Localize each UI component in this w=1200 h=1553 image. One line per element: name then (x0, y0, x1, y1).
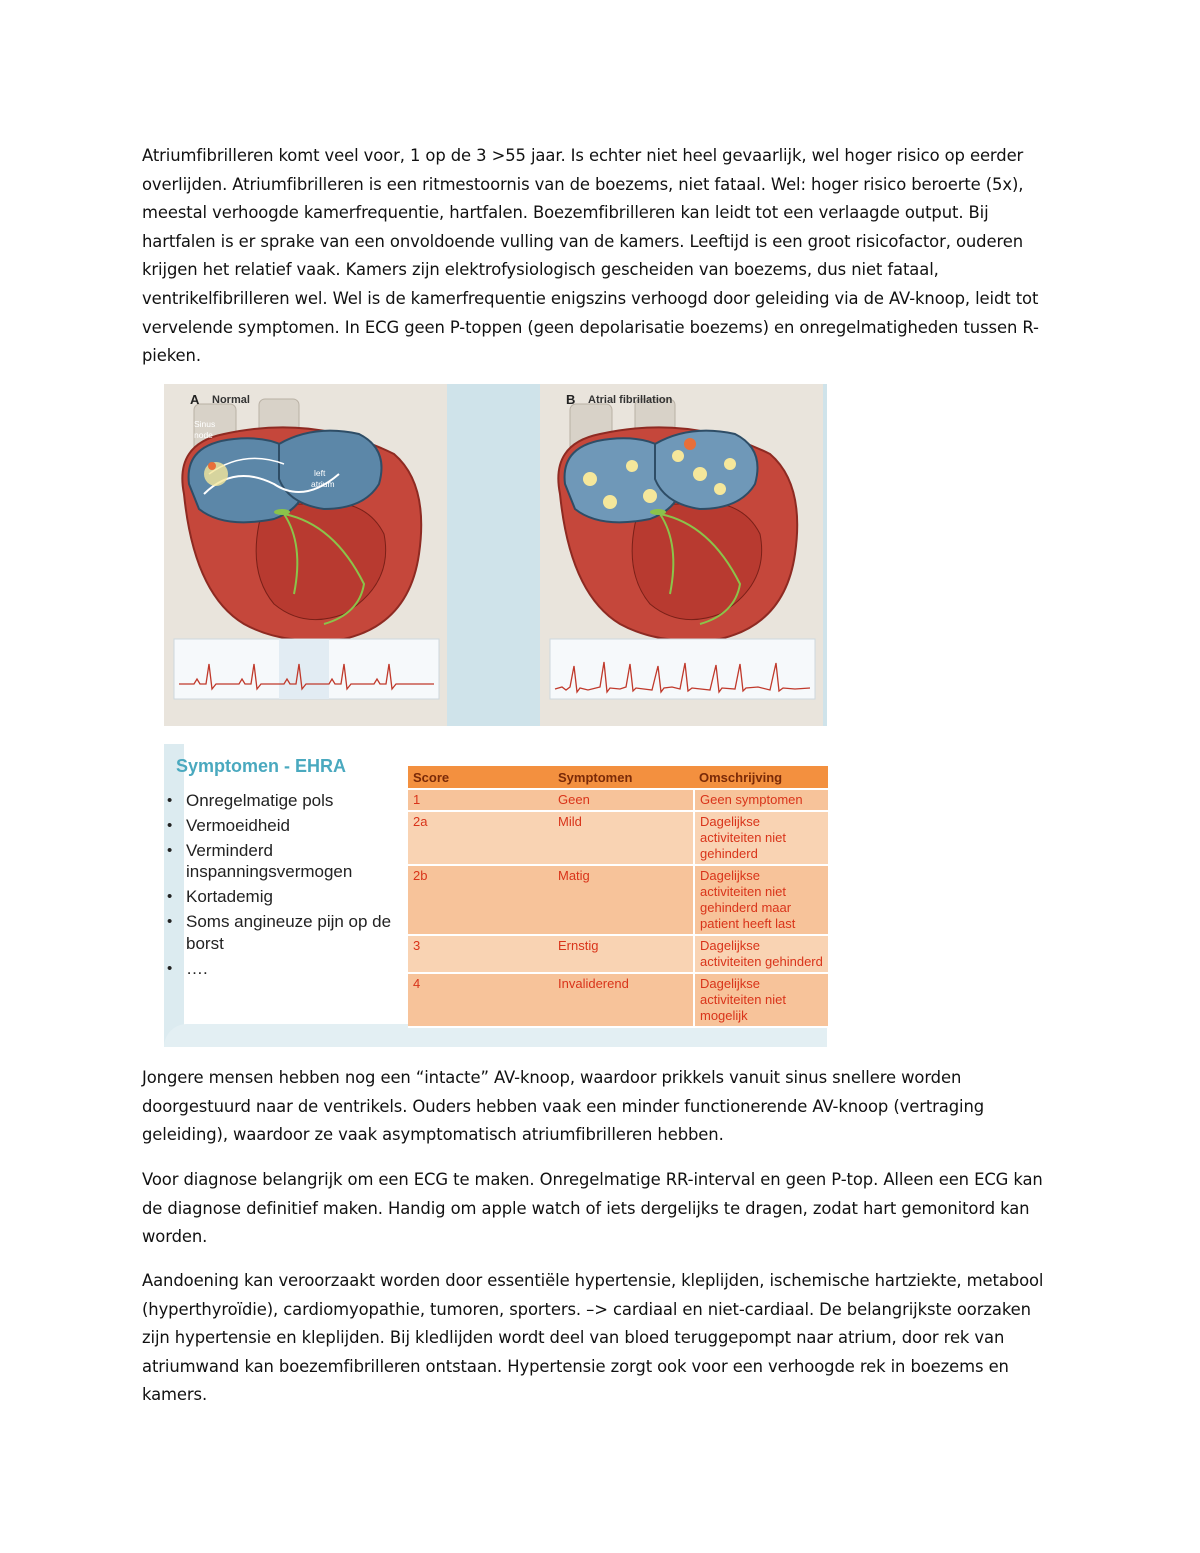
panel-b-letter: B (566, 392, 576, 407)
symptom-cell: Mild (553, 811, 694, 865)
table-row (408, 935, 828, 973)
table-row (408, 789, 828, 811)
normal-heart-drawing (164, 384, 447, 726)
ehra-score-table (408, 766, 828, 1028)
symptom-item: • Vermoeidheid (164, 815, 396, 837)
symptom-cell: Ernstig (553, 935, 694, 973)
symptom-cell: Invaliderend (553, 973, 694, 1027)
heart-illustration (164, 384, 827, 726)
panel-b-title: Atrial fibrillation (588, 394, 673, 406)
table-row (408, 865, 828, 935)
description-cell: Dagelijkse activiteiten niet mogelijk (694, 973, 828, 1027)
score-cell: 1 (408, 789, 553, 811)
symptom-item: • Kortademig (164, 886, 396, 908)
diagnosis-paragraph: Voor diagnose belangrijk om een ECG te maken. Onregelmatige RR-interval en geen P-top. Alleen een ECG kan de diagnose definitief maken. Handig om apple watch of iets dergelijks te dragen, zodat hart gemonitord kan worden. (142, 1170, 1043, 1247)
ehra-slide (164, 744, 827, 1047)
description-cell: Dagelijkse activiteiten niet gehinderd maar patient heeft last (694, 865, 828, 935)
symptom-cell: Matig (553, 865, 694, 935)
symptom-item: • Soms angineuze pijn op de borst (164, 911, 396, 955)
header-omschrijving: Omschrijving (694, 766, 828, 789)
av-node-paragraph: Jongere mensen hebben nog een “intacte” AV-knoop, waardoor prikkels vanuit sinus snellere worden doorgestuurd naar de ventrikels. Ouders hebben vaak een minder functionerende AV-knoop (vertraging geleiding), waardoor ze vaak asymptomatisch atriumfibrilleren hebben. (142, 1068, 985, 1145)
table-row (408, 811, 828, 865)
panel-a-title: Normal (212, 394, 250, 406)
panel-a-letter: A (190, 392, 200, 407)
intro-paragraph: Atriumfibrilleren komt veel voor, 1 op de 3 >55 jaar. Is echter niet heel gevaarlijk, wel hoger risico op eerder overlijden. Atriumfibrilleren is een ritmestoornis van de boezems, niet fataal. Wel: hoger risico beroerte (5x), meestal verhoogde kamerfrequentie, hartfalen. Boezemfibrilleren kan leidt tot een verlaagde output. Bij hartfalen is er sprake van een onvoldoende vulling van de kamers. Leeftijd is een groot risicofactor, ouderen krijgen het relatief vaak. Kamers zijn elektrofysiologisch gescheiden van boezems, dus niet fataal, ventrikelfibrilleren wel. Wel is de kamerfrequentie enigszins verhoogd door geleiding via de AV-knoop, leidt tot vervelende symptomen. In ECG geen P-toppen (geen depolarisatie boezems) en onregelmatigheden tussen R-pieken. (142, 146, 1039, 366)
panel-atrial-fibrillation (540, 384, 823, 726)
label-left: left (314, 468, 326, 478)
table-row (408, 973, 828, 1027)
description-cell: Dagelijkse activiteiten niet gehinderd (694, 811, 828, 865)
score-cell: 2a (408, 811, 553, 865)
score-cell: 4 (408, 973, 553, 1027)
symptom-item: • Verminderd inspanningsvermogen (164, 840, 396, 884)
symptom-item: • …. (164, 958, 396, 980)
description-cell: Dagelijkse activiteiten gehinderd (694, 935, 828, 973)
af-heart-drawing (540, 384, 823, 726)
description-cell: Geen symptomen (694, 789, 828, 811)
panel-normal (164, 384, 447, 726)
score-cell: 3 (408, 935, 553, 973)
label-sinus: Sinus (194, 419, 216, 429)
header-score: Score (408, 766, 553, 789)
symptom-item: • Onregelmatige pols (164, 790, 396, 812)
causes-paragraph: Aandoening kan veroorzaakt worden door essentiële hypertensie, kleplijden, ischemische hartziekte, metabool (hyperthyroïdie), cardiomyopathie, tumoren, sporters. –> cardiaal en niet-cardiaal. De belangrijkste oorzaken zijn hypertensie en kleplijden. Bij kledlijden wordt deel van bloed teruggepompt naar atrium, door rek van atriumwand kan boezemfibrilleren ontstaan. Hypertensie zorgt ook voor een verhoogde rek in boezems en kamers. (142, 1271, 1044, 1405)
symptom-cell: Geen (553, 789, 694, 811)
header-symptomen: Symptomen (553, 766, 694, 789)
symptom-list (164, 790, 396, 982)
table-header-row (408, 766, 828, 789)
score-cell: 2b (408, 865, 553, 935)
label-node: node (194, 430, 213, 440)
label-atrium: atrium (311, 479, 335, 489)
ehra-title: Symptomen - EHRA (176, 756, 347, 776)
